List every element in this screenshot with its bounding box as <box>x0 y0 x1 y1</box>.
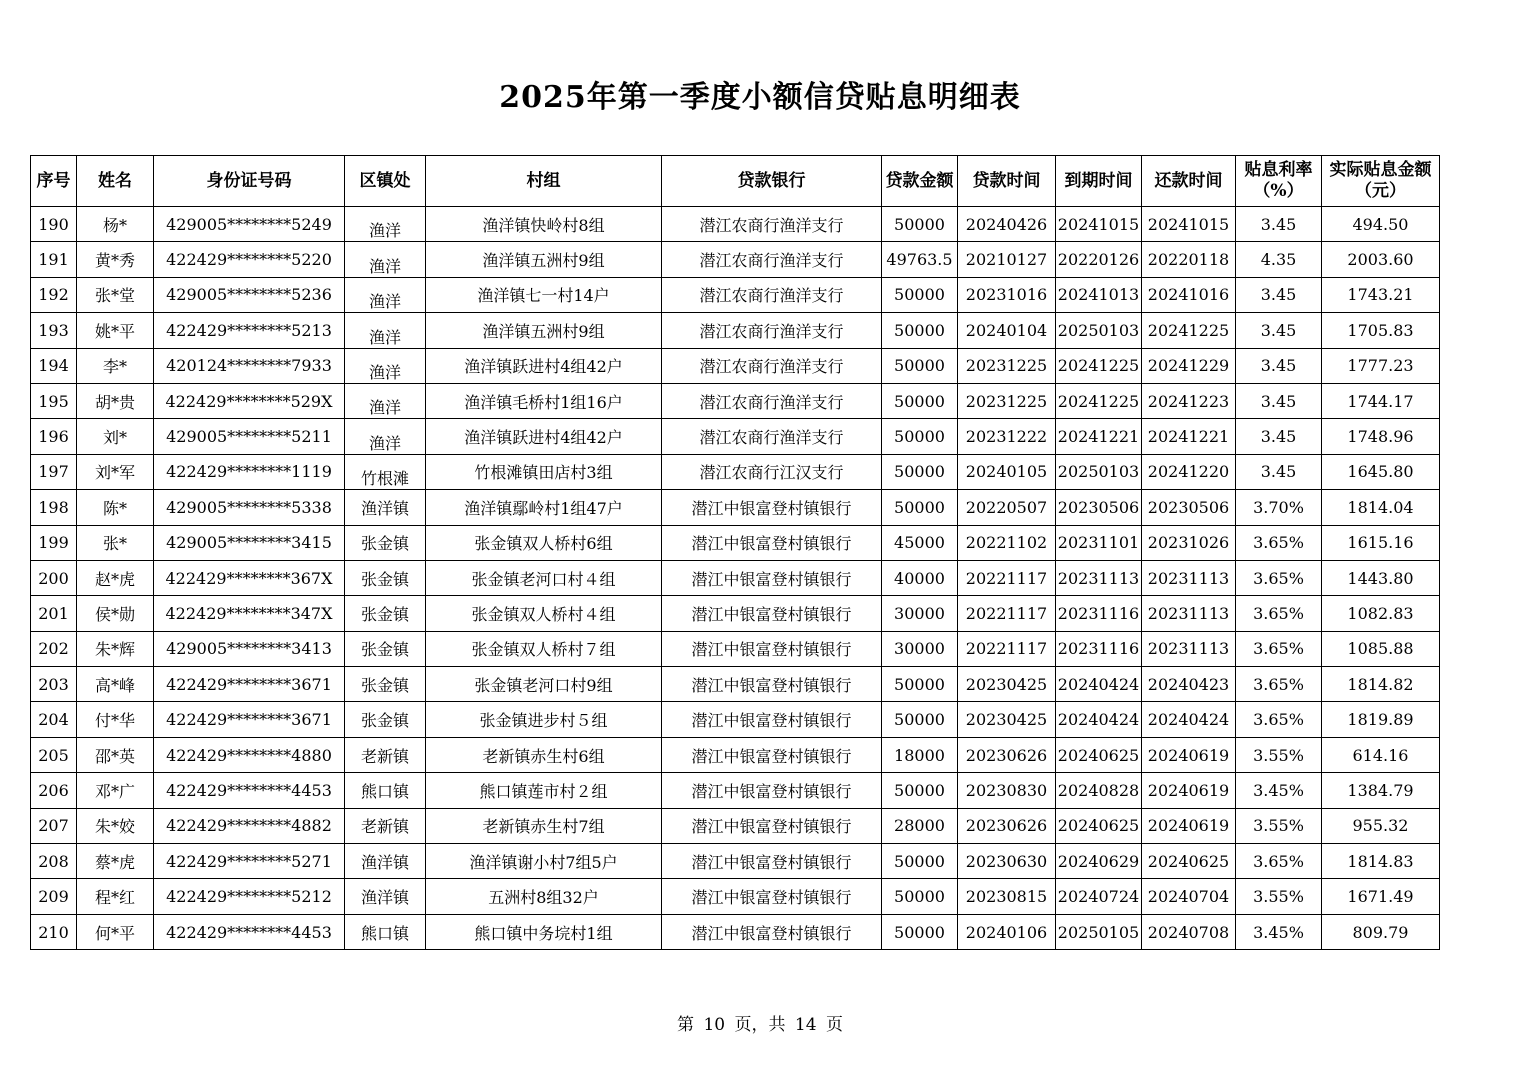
serial-cell: 198 <box>31 490 77 525</box>
loan-date-cell: 20231225 <box>958 383 1056 418</box>
bank-cell: 潜江中银富登村镇银行 <box>662 490 882 525</box>
name-cell: 朱*姣 <box>77 808 154 843</box>
loan-date-cell: 20230830 <box>958 773 1056 808</box>
subsidy-cell: 1384.79 <box>1322 773 1440 808</box>
name-cell: 张*堂 <box>77 277 154 312</box>
bank-cell: 潜江中银富登村镇银行 <box>662 525 882 560</box>
column-header: 贴息利率（%） <box>1236 156 1322 207</box>
column-header: 姓名 <box>77 156 154 207</box>
id-number-cell: 422429********3671 <box>154 702 345 737</box>
subsidy-cell: 1819.89 <box>1322 702 1440 737</box>
table-row <box>31 525 1440 560</box>
town-cell: 渔洋 <box>345 242 426 277</box>
name-cell: 侯*勋 <box>77 596 154 631</box>
name-cell: 付*华 <box>77 702 154 737</box>
village-cell: 渔洋镇跃进村4组42户 <box>426 348 662 383</box>
serial-cell: 200 <box>31 560 77 595</box>
table-row <box>31 879 1440 914</box>
repay-date-cell: 20240625 <box>1142 844 1236 879</box>
due-date-cell: 20250103 <box>1056 454 1142 489</box>
bank-cell: 潜江中银富登村镇银行 <box>662 631 882 666</box>
serial-cell: 210 <box>31 914 77 949</box>
bank-cell: 潜江中银富登村镇银行 <box>662 879 882 914</box>
serial-cell: 194 <box>31 348 77 383</box>
bank-cell: 潜江农商行江汉支行 <box>662 454 882 489</box>
column-header: 贷款金额 <box>882 156 958 207</box>
id-number-cell: 422429********3671 <box>154 667 345 702</box>
name-cell: 高*峰 <box>77 667 154 702</box>
bank-cell: 潜江中银富登村镇银行 <box>662 773 882 808</box>
table-body <box>31 207 1440 950</box>
amount-cell: 45000 <box>882 525 958 560</box>
amount-cell: 50000 <box>882 844 958 879</box>
amount-cell: 50000 <box>882 773 958 808</box>
due-date-cell: 20230506 <box>1056 490 1142 525</box>
due-date-cell: 20220126 <box>1056 242 1142 277</box>
amount-cell: 50000 <box>882 490 958 525</box>
table-row <box>31 737 1440 772</box>
serial-cell: 192 <box>31 277 77 312</box>
table-row <box>31 454 1440 489</box>
due-date-cell: 20240625 <box>1056 808 1142 843</box>
repay-date-cell: 20241229 <box>1142 348 1236 383</box>
table-row <box>31 773 1440 808</box>
page-title: 2025年第一季度小额信贷贴息明细表 <box>499 80 1021 115</box>
due-date-cell: 20240828 <box>1056 773 1142 808</box>
due-date-cell: 20241015 <box>1056 207 1142 242</box>
bank-cell: 潜江中银富登村镇银行 <box>662 702 882 737</box>
village-cell: 渔洋镇快岭村8组 <box>426 207 662 242</box>
subsidy-cell: 1085.88 <box>1322 631 1440 666</box>
loan-date-cell: 20230815 <box>958 879 1056 914</box>
id-number-cell: 420124********7933 <box>154 348 345 383</box>
due-date-cell: 20231116 <box>1056 596 1142 631</box>
id-number-cell: 429005********5338 <box>154 490 345 525</box>
repay-date-cell: 20231113 <box>1142 596 1236 631</box>
rate-cell: 3.45% <box>1236 914 1322 949</box>
town-cell: 张金镇 <box>345 525 426 560</box>
rate-cell: 3.55% <box>1236 808 1322 843</box>
town-cell: 竹根滩 <box>345 454 426 489</box>
id-number-cell: 422429********4882 <box>154 808 345 843</box>
due-date-cell: 20231116 <box>1056 631 1142 666</box>
village-cell: 渔洋镇毛桥村1组16户 <box>426 383 662 418</box>
rate-cell: 4.35 <box>1236 242 1322 277</box>
amount-cell: 40000 <box>882 560 958 595</box>
village-cell: 五洲村8组32户 <box>426 879 662 914</box>
due-date-cell: 20240724 <box>1056 879 1142 914</box>
rate-cell: 3.45 <box>1236 454 1322 489</box>
rate-cell: 3.65% <box>1236 631 1322 666</box>
table-row <box>31 596 1440 631</box>
name-cell: 张* <box>77 525 154 560</box>
town-cell: 渔洋 <box>345 383 426 418</box>
table-row <box>31 490 1440 525</box>
village-cell: 张金镇进步村５组 <box>426 702 662 737</box>
town-cell: 老新镇 <box>345 737 426 772</box>
subsidy-cell: 1705.83 <box>1322 313 1440 348</box>
serial-cell: 197 <box>31 454 77 489</box>
serial-cell: 203 <box>31 667 77 702</box>
town-cell: 渔洋 <box>345 348 426 383</box>
subsidy-cell: 955.32 <box>1322 808 1440 843</box>
loan-date-cell: 20230626 <box>958 737 1056 772</box>
due-date-cell: 20231101 <box>1056 525 1142 560</box>
subsidy-cell: 1814.83 <box>1322 844 1440 879</box>
loan-date-cell: 20221117 <box>958 560 1056 595</box>
repay-date-cell: 20241015 <box>1142 207 1236 242</box>
id-number-cell: 422429********347X <box>154 596 345 631</box>
amount-cell: 50000 <box>882 667 958 702</box>
name-cell: 程*红 <box>77 879 154 914</box>
column-header: 贷款时间 <box>958 156 1056 207</box>
total-page-count: 14 <box>794 1015 817 1035</box>
bank-cell: 潜江中银富登村镇银行 <box>662 914 882 949</box>
bank-cell: 潜江中银富登村镇银行 <box>662 737 882 772</box>
town-cell: 张金镇 <box>345 596 426 631</box>
table-row <box>31 207 1440 242</box>
town-cell: 张金镇 <box>345 560 426 595</box>
bank-cell: 潜江中银富登村镇银行 <box>662 560 882 595</box>
amount-cell: 30000 <box>882 596 958 631</box>
id-number-cell: 422429********5213 <box>154 313 345 348</box>
subsidy-cell: 1645.80 <box>1322 454 1440 489</box>
table-row <box>31 808 1440 843</box>
town-cell: 渔洋 <box>345 313 426 348</box>
name-cell: 邵*英 <box>77 737 154 772</box>
serial-cell: 191 <box>31 242 77 277</box>
village-cell: 渔洋镇跃进村4组42户 <box>426 419 662 454</box>
village-cell: 张金镇老河口村４组 <box>426 560 662 595</box>
amount-cell: 50000 <box>882 348 958 383</box>
bank-cell: 潜江中银富登村镇银行 <box>662 808 882 843</box>
serial-cell: 206 <box>31 773 77 808</box>
rate-cell: 3.55% <box>1236 737 1322 772</box>
town-cell: 张金镇 <box>345 631 426 666</box>
due-date-cell: 20231113 <box>1056 560 1142 595</box>
serial-cell: 204 <box>31 702 77 737</box>
serial-cell: 195 <box>31 383 77 418</box>
table-row <box>31 914 1440 949</box>
serial-cell: 199 <box>31 525 77 560</box>
name-cell: 姚*平 <box>77 313 154 348</box>
loan-date-cell: 20231222 <box>958 419 1056 454</box>
bank-cell: 潜江农商行渔洋支行 <box>662 348 882 383</box>
repay-date-cell: 20240423 <box>1142 667 1236 702</box>
subsidy-table <box>30 155 1440 950</box>
id-number-cell: 429005********5236 <box>154 277 345 312</box>
loan-date-cell: 20230626 <box>958 808 1056 843</box>
amount-cell: 50000 <box>882 313 958 348</box>
village-cell: 熊口镇中务垸村1组 <box>426 914 662 949</box>
column-header: 到期时间 <box>1056 156 1142 207</box>
village-cell: 张金镇双人桥村6组 <box>426 525 662 560</box>
column-header: 实际贴息金额（元） <box>1322 156 1440 207</box>
loan-date-cell: 20220507 <box>958 490 1056 525</box>
repay-date-cell: 20241225 <box>1142 313 1236 348</box>
column-header: 序号 <box>31 156 77 207</box>
town-cell: 渔洋镇 <box>345 490 426 525</box>
village-cell: 竹根滩镇田店村3组 <box>426 454 662 489</box>
serial-cell: 190 <box>31 207 77 242</box>
name-cell: 蔡*虎 <box>77 844 154 879</box>
amount-cell: 50000 <box>882 207 958 242</box>
table-row <box>31 242 1440 277</box>
column-header: 贷款银行 <box>662 156 882 207</box>
subsidy-cell: 1744.17 <box>1322 383 1440 418</box>
subsidy-cell: 1082.83 <box>1322 596 1440 631</box>
village-cell: 老新镇赤生村7组 <box>426 808 662 843</box>
repay-date-cell: 20240708 <box>1142 914 1236 949</box>
id-number-cell: 422429********367X <box>154 560 345 595</box>
rate-cell: 3.65% <box>1236 844 1322 879</box>
due-date-cell: 20240625 <box>1056 737 1142 772</box>
amount-cell: 28000 <box>882 808 958 843</box>
town-cell: 熊口镇 <box>345 773 426 808</box>
column-header: 身份证号码 <box>154 156 345 207</box>
loan-date-cell: 20221117 <box>958 631 1056 666</box>
serial-cell: 193 <box>31 313 77 348</box>
serial-cell: 205 <box>31 737 77 772</box>
village-cell: 渔洋镇谢小村7组5户 <box>426 844 662 879</box>
subsidy-cell: 1748.96 <box>1322 419 1440 454</box>
town-cell: 老新镇 <box>345 808 426 843</box>
bank-cell: 潜江中银富登村镇银行 <box>662 844 882 879</box>
id-number-cell: 422429********5212 <box>154 879 345 914</box>
serial-cell: 209 <box>31 879 77 914</box>
page-footer <box>0 1010 1520 1035</box>
table-header-row <box>31 156 1440 207</box>
village-cell: 渔洋镇五洲村9组 <box>426 242 662 277</box>
repay-date-cell: 20231113 <box>1142 631 1236 666</box>
repay-date-cell: 20241220 <box>1142 454 1236 489</box>
rate-cell: 3.45 <box>1236 313 1322 348</box>
loan-date-cell: 20240105 <box>958 454 1056 489</box>
rate-cell: 3.65% <box>1236 596 1322 631</box>
id-number-cell: 422429********4453 <box>154 773 345 808</box>
footer-middle: 页，共 <box>734 1015 786 1035</box>
village-cell: 张金镇双人桥村７组 <box>426 631 662 666</box>
serial-cell: 201 <box>31 596 77 631</box>
id-number-cell: 422429********4880 <box>154 737 345 772</box>
amount-cell: 49763.5 <box>882 242 958 277</box>
loan-date-cell: 20240426 <box>958 207 1056 242</box>
amount-cell: 50000 <box>882 879 958 914</box>
village-cell: 渔洋镇五洲村9组 <box>426 313 662 348</box>
repay-date-cell: 20241223 <box>1142 383 1236 418</box>
id-number-cell: 422429********5271 <box>154 844 345 879</box>
town-cell: 张金镇 <box>345 702 426 737</box>
town-cell: 渔洋镇 <box>345 879 426 914</box>
subsidy-cell: 494.50 <box>1322 207 1440 242</box>
rate-cell: 3.65% <box>1236 525 1322 560</box>
table-row <box>31 560 1440 595</box>
column-header: 还款时间 <box>1142 156 1236 207</box>
bank-cell: 潜江农商行渔洋支行 <box>662 277 882 312</box>
due-date-cell: 20240424 <box>1056 667 1142 702</box>
table-row <box>31 631 1440 666</box>
table-row <box>31 419 1440 454</box>
due-date-cell: 20241225 <box>1056 383 1142 418</box>
footer-suffix: 页 <box>825 1015 843 1035</box>
due-date-cell: 20241221 <box>1056 419 1142 454</box>
repay-date-cell: 20240424 <box>1142 702 1236 737</box>
repay-date-cell: 20241221 <box>1142 419 1236 454</box>
subsidy-cell: 1814.82 <box>1322 667 1440 702</box>
village-cell: 张金镇老河口村9组 <box>426 667 662 702</box>
current-page-number: 10 <box>703 1015 726 1035</box>
subsidy-cell: 1777.23 <box>1322 348 1440 383</box>
serial-cell: 208 <box>31 844 77 879</box>
table-row <box>31 667 1440 702</box>
due-date-cell: 20240629 <box>1056 844 1142 879</box>
bank-cell: 潜江中银富登村镇银行 <box>662 596 882 631</box>
name-cell: 朱*辉 <box>77 631 154 666</box>
town-cell: 熊口镇 <box>345 914 426 949</box>
bank-cell: 潜江中银富登村镇银行 <box>662 667 882 702</box>
bank-cell: 潜江农商行渔洋支行 <box>662 383 882 418</box>
repay-date-cell: 20240619 <box>1142 808 1236 843</box>
bank-cell: 潜江农商行渔洋支行 <box>662 313 882 348</box>
due-date-cell: 20250103 <box>1056 313 1142 348</box>
rate-cell: 3.65% <box>1236 667 1322 702</box>
id-number-cell: 429005********3413 <box>154 631 345 666</box>
rate-cell: 3.65% <box>1236 560 1322 595</box>
town-cell: 渔洋镇 <box>345 844 426 879</box>
subsidy-cell: 614.16 <box>1322 737 1440 772</box>
town-cell: 渔洋 <box>345 277 426 312</box>
loan-date-cell: 20210127 <box>958 242 1056 277</box>
repay-date-cell: 20241016 <box>1142 277 1236 312</box>
repay-date-cell: 20230506 <box>1142 490 1236 525</box>
rate-cell: 3.55% <box>1236 879 1322 914</box>
amount-cell: 30000 <box>882 631 958 666</box>
loan-date-cell: 20221117 <box>958 596 1056 631</box>
id-number-cell: 429005********3415 <box>154 525 345 560</box>
loan-date-cell: 20231016 <box>958 277 1056 312</box>
repay-date-cell: 20240619 <box>1142 773 1236 808</box>
rate-cell: 3.70% <box>1236 490 1322 525</box>
name-cell: 黄*秀 <box>77 242 154 277</box>
amount-cell: 50000 <box>882 702 958 737</box>
loan-date-cell: 20230425 <box>958 702 1056 737</box>
table-row <box>31 702 1440 737</box>
village-cell: 熊口镇莲市村２组 <box>426 773 662 808</box>
id-number-cell: 422429********5220 <box>154 242 345 277</box>
name-cell: 赵*虎 <box>77 560 154 595</box>
repay-date-cell: 20231026 <box>1142 525 1236 560</box>
amount-cell: 50000 <box>882 914 958 949</box>
name-cell: 陈* <box>77 490 154 525</box>
table-row <box>31 383 1440 418</box>
due-date-cell: 20250105 <box>1056 914 1142 949</box>
name-cell: 杨* <box>77 207 154 242</box>
serial-cell: 202 <box>31 631 77 666</box>
village-cell: 渔洋镇七一村14户 <box>426 277 662 312</box>
rate-cell: 3.45 <box>1236 277 1322 312</box>
subsidy-cell: 809.79 <box>1322 914 1440 949</box>
loan-date-cell: 20240104 <box>958 313 1056 348</box>
table-row <box>31 277 1440 312</box>
subsidy-cell: 1814.04 <box>1322 490 1440 525</box>
due-date-cell: 20241013 <box>1056 277 1142 312</box>
amount-cell: 50000 <box>882 383 958 418</box>
id-number-cell: 422429********1119 <box>154 454 345 489</box>
id-number-cell: 422429********529X <box>154 383 345 418</box>
rate-cell: 3.45 <box>1236 383 1322 418</box>
amount-cell: 50000 <box>882 454 958 489</box>
table-row <box>31 313 1440 348</box>
repay-date-cell: 20240619 <box>1142 737 1236 772</box>
name-cell: 胡*贵 <box>77 383 154 418</box>
name-cell: 邓*广 <box>77 773 154 808</box>
amount-cell: 50000 <box>882 277 958 312</box>
loan-date-cell: 20230425 <box>958 667 1056 702</box>
repay-date-cell: 20240704 <box>1142 879 1236 914</box>
table-row <box>31 844 1440 879</box>
amount-cell: 18000 <box>882 737 958 772</box>
amount-cell: 50000 <box>882 419 958 454</box>
id-number-cell: 422429********4453 <box>154 914 345 949</box>
rate-cell: 3.45 <box>1236 348 1322 383</box>
rate-cell: 3.45% <box>1236 773 1322 808</box>
table-row <box>31 348 1440 383</box>
due-date-cell: 20241225 <box>1056 348 1142 383</box>
subsidy-cell: 1443.80 <box>1322 560 1440 595</box>
town-cell: 渔洋 <box>345 207 426 242</box>
loan-date-cell: 20231225 <box>958 348 1056 383</box>
column-header: 村组 <box>426 156 662 207</box>
bank-cell: 潜江农商行渔洋支行 <box>662 419 882 454</box>
rate-cell: 3.65% <box>1236 702 1322 737</box>
town-cell: 渔洋 <box>345 419 426 454</box>
loan-date-cell: 20240106 <box>958 914 1056 949</box>
rate-cell: 3.45 <box>1236 207 1322 242</box>
subsidy-cell: 1615.16 <box>1322 525 1440 560</box>
due-date-cell: 20240424 <box>1056 702 1142 737</box>
repay-date-cell: 20220118 <box>1142 242 1236 277</box>
subsidy-cell: 1671.49 <box>1322 879 1440 914</box>
name-cell: 刘*军 <box>77 454 154 489</box>
bank-cell: 潜江农商行渔洋支行 <box>662 207 882 242</box>
subsidy-cell: 1743.21 <box>1322 277 1440 312</box>
loan-date-cell: 20230630 <box>958 844 1056 879</box>
village-cell: 张金镇双人桥村４组 <box>426 596 662 631</box>
rate-cell: 3.45 <box>1236 419 1322 454</box>
bank-cell: 潜江农商行渔洋支行 <box>662 242 882 277</box>
name-cell: 何*平 <box>77 914 154 949</box>
loan-date-cell: 20221102 <box>958 525 1056 560</box>
town-cell: 张金镇 <box>345 667 426 702</box>
serial-cell: 207 <box>31 808 77 843</box>
id-number-cell: 429005********5249 <box>154 207 345 242</box>
id-number-cell: 429005********5211 <box>154 419 345 454</box>
serial-cell: 196 <box>31 419 77 454</box>
footer-prefix: 第 <box>677 1015 695 1035</box>
village-cell: 渔洋镇鄢岭村1组47户 <box>426 490 662 525</box>
village-cell: 老新镇赤生村6组 <box>426 737 662 772</box>
column-header: 区镇处 <box>345 156 426 207</box>
name-cell: 李* <box>77 348 154 383</box>
subsidy-cell: 2003.60 <box>1322 242 1440 277</box>
name-cell: 刘* <box>77 419 154 454</box>
repay-date-cell: 20231113 <box>1142 560 1236 595</box>
